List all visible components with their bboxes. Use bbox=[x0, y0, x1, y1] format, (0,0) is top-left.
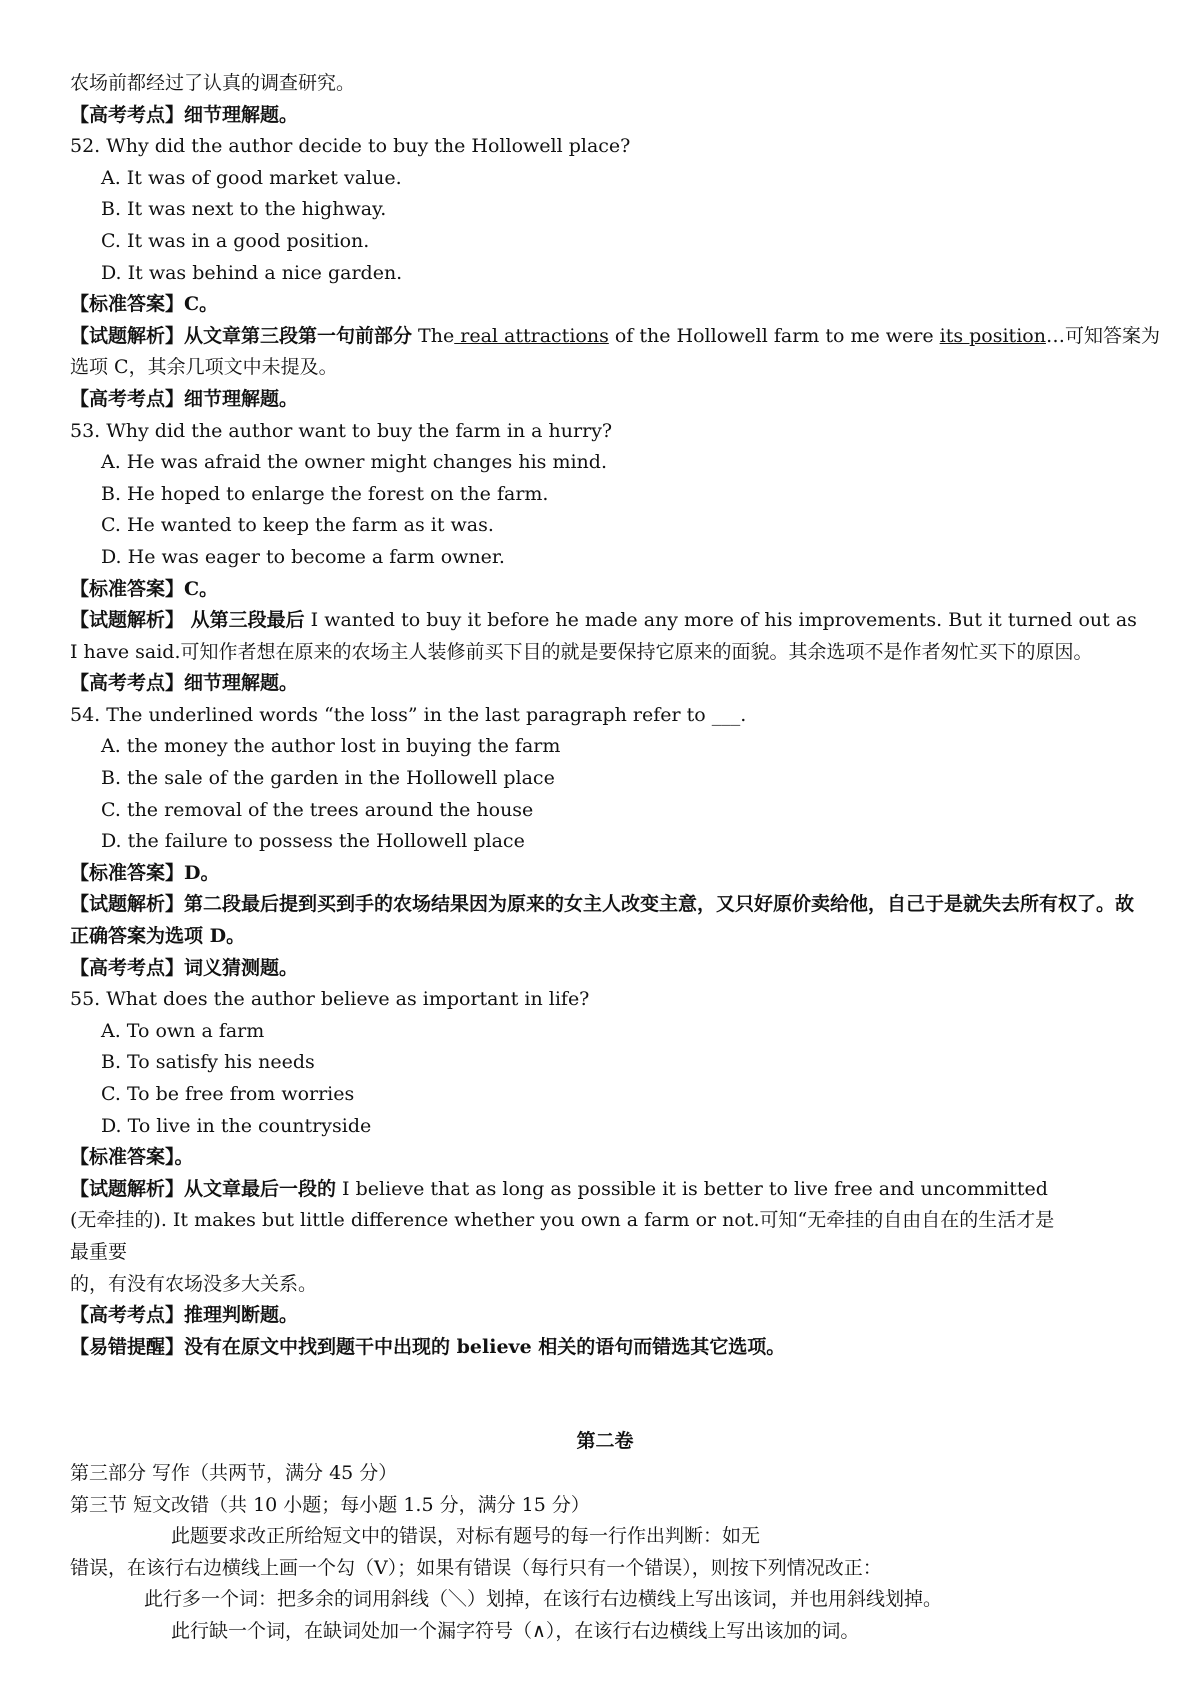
part-3-heading: 第三部分 写作（共两节，满分 45 分） bbox=[70, 1461, 398, 1484]
option-53-b: B. He hoped to enlarge the forest on the farm. bbox=[101, 482, 549, 505]
analysis-55-line3: 的，有没有农场没多大关系。 bbox=[70, 1272, 318, 1295]
analysis-55 bbox=[70, 1174, 1070, 1269]
instruction-line-3: 此行多一个词：把多余的词用斜线（＼）划掉，在该行右边横线上写出该词，并也用斜线划掉。 bbox=[144, 1588, 943, 1611]
analysis-text: I wanted to buy it before he made any more of his improvements. But it turned out as I have said.可知作者想在原来的农场主人装修前买下目的就是要保持它原来的面貌。其余选项不是作者匆忙买下的原因。 bbox=[70, 609, 1137, 663]
analysis-label: 【试题解析】从文章最后一段的 bbox=[70, 1177, 337, 1200]
paragraph-continuation: 农场前都经过了认真的调查研究。 bbox=[70, 72, 356, 94]
option-55-b: B. To satisfy his needs bbox=[101, 1051, 315, 1074]
spacer bbox=[70, 1363, 1140, 1426]
option-53-d: D. He was eager to become a farm owner. bbox=[101, 545, 505, 568]
analysis-52 bbox=[70, 321, 1160, 353]
analysis-text: I believe that as long as possible it is better to live free and uncommitted (无牵挂的). It makes but little difference whether you own a farm or not.可知“无牵挂的自由自在的生活才是最重要 bbox=[70, 1177, 1055, 1263]
question-54: 54. The underlined words “the loss” in the last paragraph refer to ___. bbox=[70, 703, 747, 726]
error-tip-label: 【易错提醒】没有在原文中找到题干中出现的 bbox=[70, 1335, 451, 1358]
answer-52: 【标准答案】C。 bbox=[70, 293, 219, 316]
option-53-a: A. He was afraid the owner might changes his mind. bbox=[101, 451, 607, 474]
instruction-line-4: 此行缺一个词，在缺词处加一个漏字符号（∧），在该行右边横线上写出该加的词。 bbox=[171, 1619, 860, 1642]
instruction-line-2: 错误，在该行右边横线上画一个勾（V）；如果有错误（每行只有一个错误），则按下列情况改正： bbox=[70, 1556, 882, 1579]
answer-55: 【标准答案】。 bbox=[70, 1146, 194, 1169]
answer-53: 【标准答案】C。 bbox=[70, 577, 219, 600]
option-55-d: D. To live in the countryside bbox=[101, 1114, 372, 1137]
option-52-c: C. It was in a good position. bbox=[101, 229, 370, 252]
option-52-d: D. It was behind a nice garden. bbox=[101, 261, 403, 284]
document-page bbox=[70, 68, 1160, 1648]
exam-point-label: 【高考考点】细节理解题。 bbox=[70, 387, 299, 410]
option-53-c: C. He wanted to keep the farm as it was. bbox=[101, 514, 494, 537]
option-52-b: B. It was next to the highway. bbox=[101, 198, 387, 221]
option-55-a: A. To own a farm bbox=[101, 1019, 265, 1042]
exam-point-label: 【高考考点】细节理解题。 bbox=[70, 672, 299, 695]
underlined-phrase: real attractions bbox=[454, 324, 609, 347]
analysis-text: of the Hollowell farm to me were bbox=[608, 324, 940, 347]
option-55-c: C. To be free from worries bbox=[101, 1083, 355, 1105]
answer-54: 【标准答案】D。 bbox=[70, 861, 220, 884]
analysis-53 bbox=[70, 605, 1140, 668]
analysis-label: 【试题解析】从文章第三段第一句前部分 bbox=[70, 324, 413, 347]
underlined-phrase: its position bbox=[939, 324, 1046, 347]
option-54-b: B. the sale of the garden in the Hollowell place bbox=[101, 767, 555, 790]
option-54-a: A. the money the author lost in buying the farm bbox=[101, 735, 561, 758]
analysis-text: The bbox=[412, 324, 455, 347]
section-3-heading: 第三节 短文改错（共 10 小题；每小题 1.5 分，满分 15 分） bbox=[70, 1493, 590, 1516]
instruction-line-1: 此题要求改正所给短文中的错误，对标有题号的每一行作出判断：如无 bbox=[171, 1525, 761, 1548]
analysis-52-line2: 选项 C，其余几项文中未提及。 bbox=[70, 356, 338, 379]
option-54-c: C. the removal of the trees around the house bbox=[101, 798, 534, 821]
question-52: 52. Why did the author decide to buy the Hollowell place? bbox=[70, 135, 631, 158]
option-52-a: A. It was of good market value. bbox=[101, 166, 402, 189]
error-tip-word: believe bbox=[450, 1335, 539, 1358]
option-54-d: D. the failure to possess the Hollowell place bbox=[101, 830, 525, 853]
section-title: 第二卷 bbox=[576, 1430, 634, 1453]
analysis-label: 【试题解析】 从第三段最后 bbox=[70, 609, 305, 632]
question-53: 53. Why did the author want to buy the farm in a hurry? bbox=[70, 419, 613, 442]
exam-point-label: 【高考考点】细节理解题。 bbox=[70, 103, 299, 126]
question-55: 55. What does the author believe as important in life? bbox=[70, 988, 590, 1011]
exam-point-label: 【高考考点】推理判断题。 bbox=[70, 1304, 299, 1327]
analysis-54: 【试题解析】第二段最后提到买到手的农场结果因为原来的女主人改变主意，又只好原价卖给他，自己于是就失去所有权了。故正确答案为选项 D。 bbox=[70, 893, 1135, 948]
exam-point-label: 【高考考点】词义猜测题。 bbox=[70, 956, 299, 979]
error-tip-text: 相关的语句而错选其它选项。 bbox=[538, 1335, 786, 1358]
analysis-text: …可知答案为 bbox=[1045, 324, 1160, 347]
error-tip bbox=[70, 1332, 1140, 1364]
